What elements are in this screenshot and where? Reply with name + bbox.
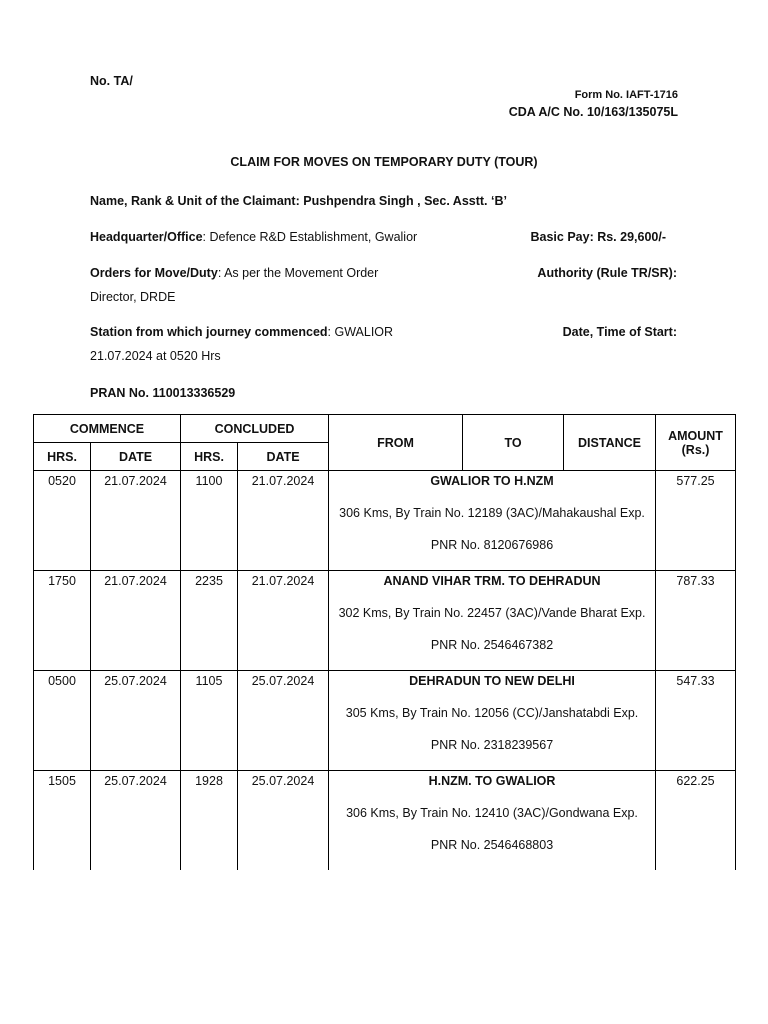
commence-header: COMMENCE xyxy=(34,415,181,443)
start-date-cell: 25.07.2024 xyxy=(91,771,181,871)
end-date-cell: 25.07.2024 xyxy=(238,671,329,771)
train-details: 305 Kms, By Train No. 12056 (CC)/Janshatabdi Exp. xyxy=(345,706,639,720)
commence-hrs-header: HRS. xyxy=(34,443,91,471)
journey-description xyxy=(329,571,656,671)
pnr-number: PNR No. 2318239567 xyxy=(430,738,554,752)
start-date-cell: 21.07.2024 xyxy=(91,571,181,671)
pnr-number: PNR No. 2546467382 xyxy=(430,638,554,652)
route: GWALIOR TO H.NZM xyxy=(430,474,554,488)
end-hrs-cell: 1100 xyxy=(181,471,238,571)
station-value: : GWALIOR xyxy=(327,325,394,339)
journey-description xyxy=(329,771,656,871)
concluded-header: CONCLUDED xyxy=(181,415,329,443)
claimant-label: Name, Rank & Unit of the Claimant xyxy=(90,194,296,208)
station-row xyxy=(90,325,393,339)
headquarter-row xyxy=(90,230,417,244)
end-date-cell: 21.07.2024 xyxy=(238,571,329,671)
start-hrs-cell: 0520 xyxy=(34,471,91,571)
table-row xyxy=(34,571,736,671)
document-title: CLAIM FOR MOVES ON TEMPORARY DUTY (TOUR) xyxy=(230,155,538,169)
end-date-cell: 21.07.2024 xyxy=(238,471,329,571)
pnr-number: PNR No. 8120676986 xyxy=(430,538,554,552)
claimant-row xyxy=(90,194,507,208)
amount-header: AMOUNT (Rs.) xyxy=(656,415,736,471)
train-details: 302 Kms, By Train No. 22457 (3AC)/Vande Bharat Exp. xyxy=(338,606,646,620)
orders-authority-value: Director, DRDE xyxy=(90,290,176,304)
start-date-time-value: 21.07.2024 at 0520 Hrs xyxy=(90,349,221,363)
form-number: Form No. IAFT-1716 xyxy=(574,89,678,101)
train-details: 306 Kms, By Train No. 12189 (3AC)/Mahakaushal Exp. xyxy=(339,506,645,520)
route: ANAND VIHAR TRM. TO DEHRADUN xyxy=(383,574,601,588)
from-header: FROM xyxy=(329,415,463,471)
orders-label: Orders for Move/Duty xyxy=(90,266,218,280)
route: H.NZM. TO GWALIOR xyxy=(428,774,556,788)
to-header: TO xyxy=(463,415,564,471)
orders-row xyxy=(90,266,378,280)
start-hrs-cell: 1750 xyxy=(34,571,91,671)
start-date-cell: 25.07.2024 xyxy=(91,671,181,771)
pran-number: PRAN No. 110013336529 xyxy=(90,386,236,400)
station-label: Station from which journey commenced xyxy=(90,325,328,339)
end-date-cell: 25.07.2024 xyxy=(238,771,329,871)
amount-cell: 622.25 xyxy=(656,771,736,871)
end-hrs-cell: 2235 xyxy=(181,571,238,671)
end-hrs-cell: 1928 xyxy=(181,771,238,871)
route: DEHRADUN TO NEW DELHI xyxy=(409,674,575,688)
headquarter-label: Headquarter/Office xyxy=(90,230,203,244)
journey-description xyxy=(329,671,656,771)
pnr-number: PNR No. 2546468803 xyxy=(430,838,554,852)
orders-value: : As per the Movement Order xyxy=(217,266,379,280)
reference-number: No. TA/ xyxy=(90,74,133,88)
cda-account-number: CDA A/C No. 10/163/135075L xyxy=(508,105,678,119)
table-row xyxy=(34,671,736,771)
concluded-date-header: DATE xyxy=(238,443,329,471)
amount-cell: 547.33 xyxy=(656,671,736,771)
basic-pay: Basic Pay: Rs. 29,600/- xyxy=(530,230,666,244)
end-hrs-cell: 1105 xyxy=(181,671,238,771)
commence-date-header: DATE xyxy=(91,443,181,471)
table-row xyxy=(34,771,736,871)
headquarter-value: : Defence R&D Establishment, Gwalior xyxy=(202,230,418,244)
journey-description xyxy=(329,471,656,571)
start-date-cell: 21.07.2024 xyxy=(91,471,181,571)
start-hrs-cell: 0500 xyxy=(34,671,91,771)
amount-cell: 577.25 xyxy=(656,471,736,571)
amount-cell: 787.33 xyxy=(656,571,736,671)
authority-label: Authority (Rule TR/SR): xyxy=(537,266,677,280)
start-hrs-cell: 1505 xyxy=(34,771,91,871)
table-row xyxy=(34,471,736,571)
claimant-value: : Pushpendra Singh , Sec. Asstt. ‘B’ xyxy=(295,194,507,208)
concluded-hrs-header: HRS. xyxy=(181,443,238,471)
journey-table xyxy=(33,414,736,870)
train-details: 306 Kms, By Train No. 12410 (3AC)/Gondwana Exp. xyxy=(346,806,638,820)
date-time-start-label: Date, Time of Start: xyxy=(562,325,677,339)
distance-header: DISTANCE xyxy=(564,415,656,471)
